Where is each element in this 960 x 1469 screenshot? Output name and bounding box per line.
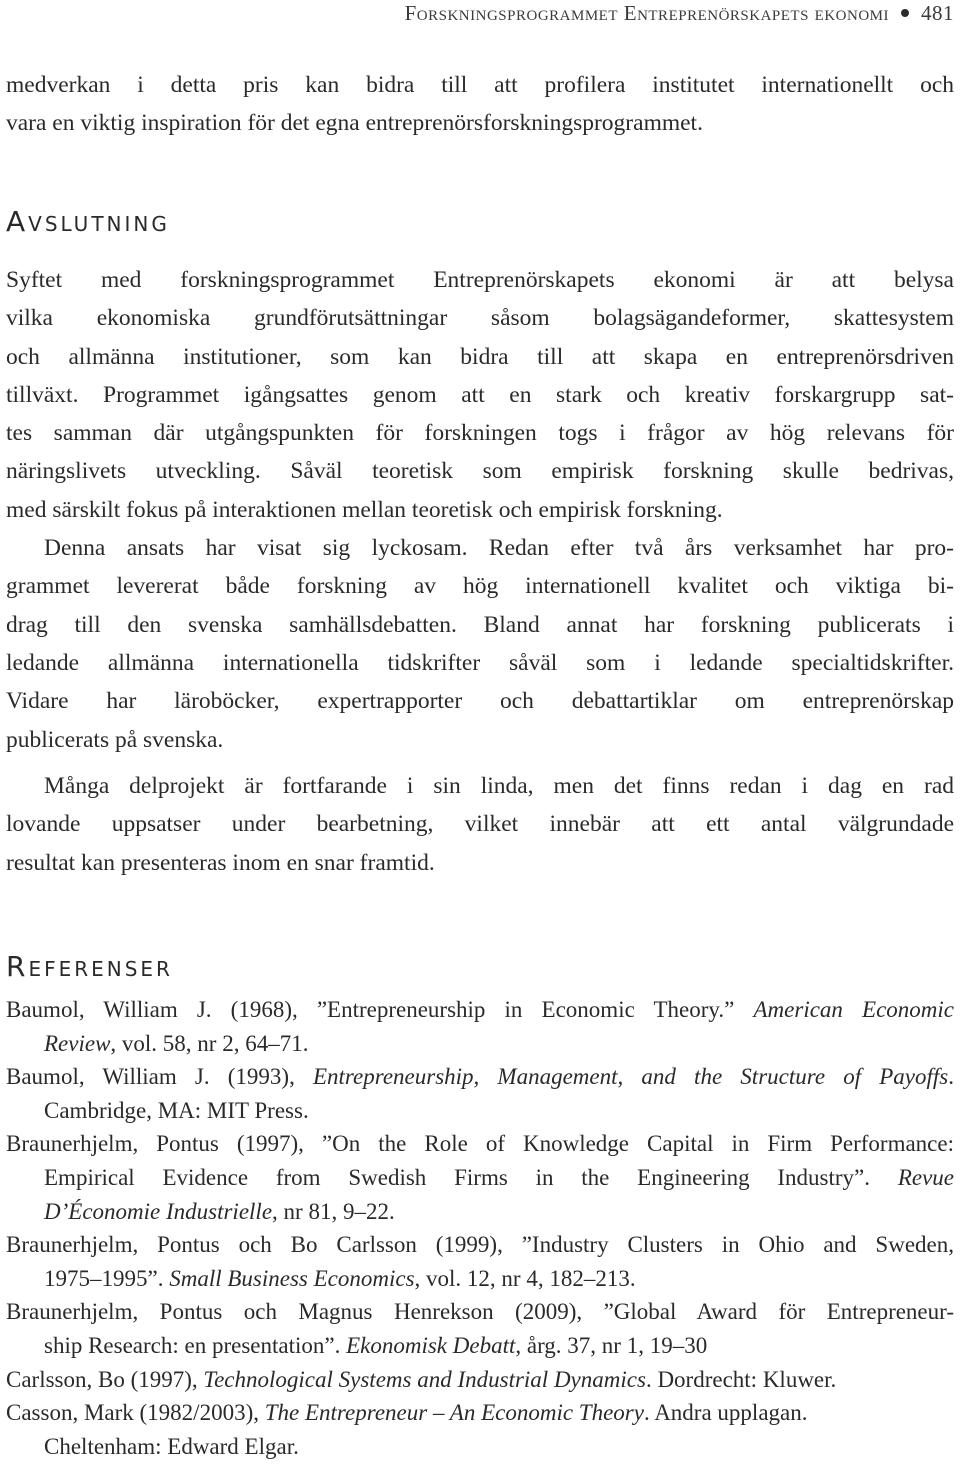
intro-paragraph [6,66,954,143]
reference-line: Baumol, William J. (1968), ”Entrepreneurship in Economic Theory.” American Economic [6,997,954,1022]
reference-line: ship Research: en presentation”. Ekonomisk Debatt, årg. 37, nr 1, 19–30 [44,1332,708,1358]
text-line: med särskilt fokus på interaktionen mellan teoretisk och empirisk forskning. [6,496,723,523]
page-number: 481 [921,1,954,25]
running-head [405,0,954,26]
text-line: vara en viktig inspiration för det egna entreprenörsforskningsprogrammet. [6,110,703,137]
text-line: tes samman där utgångspunkten för forskningen togs i frågor av hög relevans för [6,420,954,447]
bullet-separator-icon [901,9,909,17]
text-line: och allmänna institutioner, som kan bidra till att skapa en entreprenörsdriven [6,343,954,370]
reference-line: Braunerhjelm, Pontus och Magnus Henrekson (2009), ”Global Award för Entrepreneur- [6,1299,954,1325]
reference-entry [6,1295,954,1362]
text-line: tillväxt. Programmet igångsattes genom att en stark och kreativ forskargrupp sat- [6,381,954,408]
reference-list [6,993,954,1463]
reference-line: D’Économie Industrielle, nr 81, 9–22. [44,1198,395,1224]
reference-line: 1975–1995”. Small Business Economics, vol. 12, nr 4, 182–213. [44,1265,636,1291]
reference-entry [6,1396,954,1463]
reference-entry [6,1363,954,1397]
reference-line: Casson, Mark (1982/2003), The Entrepreneur – An Economic Theory. Andra upplagan. [6,1400,808,1426]
text-line: Denna ansats har visat sig lyckosam. Redan efter två års verksamhet har pro- [44,535,954,562]
reference-line: Braunerhjelm, Pontus (1997), ”On the Role of Knowledge Capital in Firm Performance: [6,1131,954,1157]
reference-entry [6,993,954,1060]
avslutning-paragraph-2 [6,767,954,882]
text-line: resultat kan presenteras inom en snar framtid. [6,849,435,876]
section-heading-referenser: Referenser [6,950,173,983]
avslutning-paragraph-1 [6,261,954,759]
text-line: Syftet med forskningsprogrammet Entreprenörskapets ekonomi är att belysa [6,267,954,293]
reference-line: Cambridge, MA: MIT Press. [44,1097,309,1123]
running-head-title: Forskningsprogrammet Entreprenörskapets ekonomi [404,1,889,25]
text-line: lovande uppsatser under bearbetning, vilket innebär att ett antal välgrundade [6,811,954,838]
text-line: publicerats på svenska. [6,726,224,753]
text-line: Många delprojekt är fortfarande i sin linda, men det finns redan i dag en rad [44,773,954,799]
reference-entry [6,1127,954,1228]
reference-line: Empirical Evidence from Swedish Firms in the Engineering Industry”. Revue [44,1164,954,1190]
text-line: Vidare har läroböcker, expertrapporter och debattartiklar om entreprenörskap [6,688,954,715]
text-line: medverkan i detta pris kan bidra till att profilera institutet internationellt och [6,72,954,98]
text-line: drag till den svenska samhällsdebatten. Bland annat har forskning publicerats i [6,611,954,638]
reference-line: Review, vol. 58, nr 2, 64–71. [44,1030,309,1056]
reference-line: Carlsson, Bo (1997), Technological Systems and Industrial Dynamics. Dordrecht: Kluwer. [6,1366,837,1392]
reference-line: Cheltenham: Edward Elgar. [44,1433,299,1459]
text-line: vilka ekonomiska grundförutsättningar såsom bolagsägandeformer, skattesystem [6,305,954,332]
reference-line: Braunerhjelm, Pontus och Bo Carlsson (1999), ”Industry Clusters in Ohio and Sweden, [6,1232,954,1258]
text-line: grammet levererat både forskning av hög internationell kvalitet och viktiga bi- [6,573,954,600]
text-line: ledande allmänna internationella tidskrifter såväl som i ledande specialtidskrifter. [6,649,954,676]
reference-entry [6,1060,954,1127]
section-heading-avslutning: Avslutning [6,205,170,238]
reference-entry [6,1228,954,1295]
text-line: näringslivets utveckling. Såväl teoretisk som empirisk forskning skulle bedrivas, [6,458,954,485]
reference-line: Baumol, William J. (1993), Entrepreneurship, Management, and the Structure of Payoffs. [6,1064,954,1090]
